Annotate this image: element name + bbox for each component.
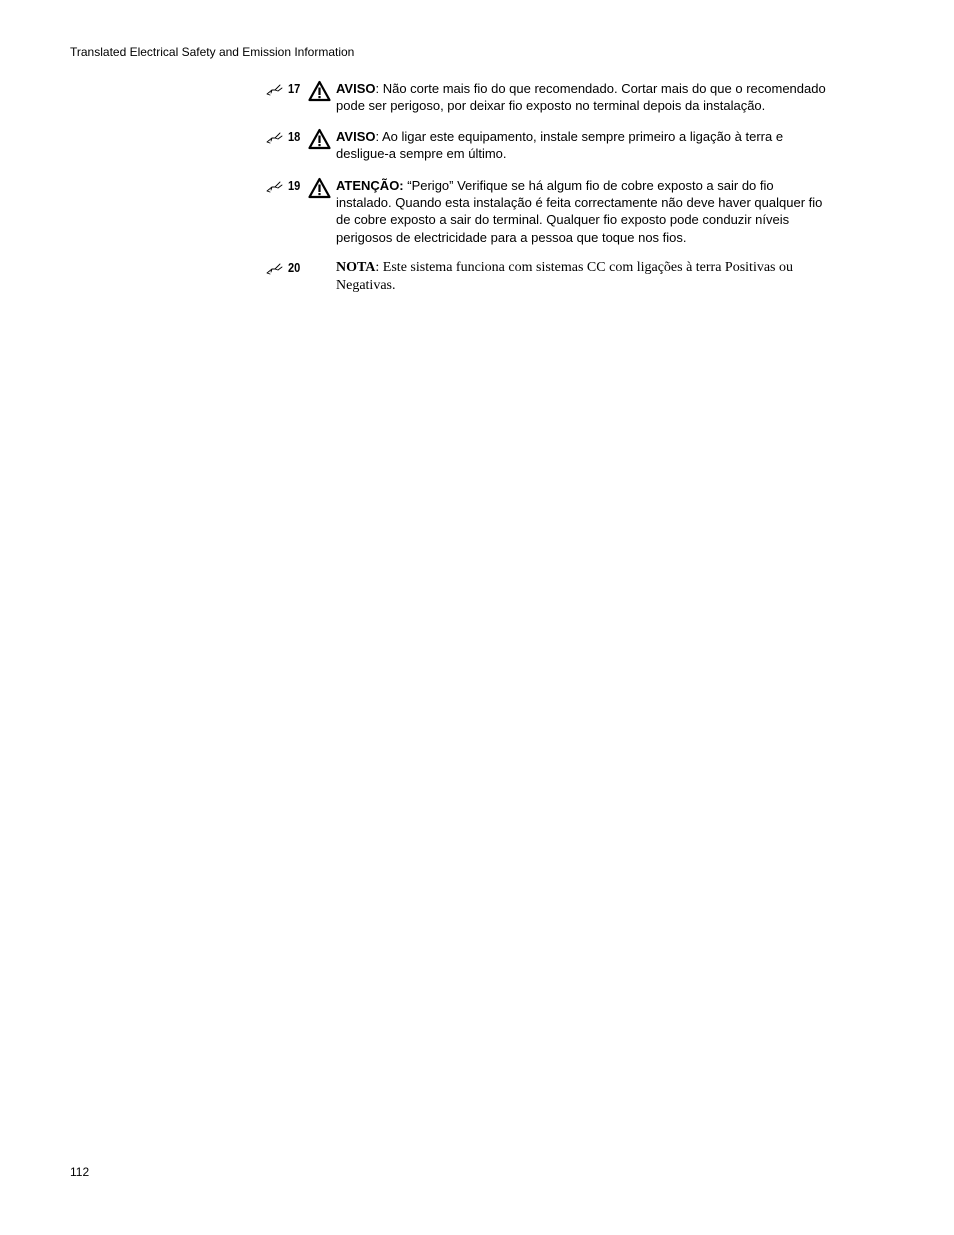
item-number: 17	[288, 81, 301, 96]
item-label: AVISO	[336, 129, 376, 144]
running-header: Translated Electrical Safety and Emission Information	[70, 45, 355, 59]
item-body: : Não corte mais fio do que recomendado. Cortar mais do que o recomendado pode ser perigoso, por deixar fio exposto no terminal depois da instalação.	[336, 81, 826, 114]
pointing-hand-icon	[266, 82, 286, 96]
item-text	[336, 80, 831, 114]
pointing-hand-icon	[266, 130, 286, 144]
pointing-hand-icon	[266, 179, 286, 193]
item-body: : Este sistema funciona com sistemas CC com ligações à terra Positivas ou Negativas.	[336, 260, 794, 293]
page-number: 112	[70, 1165, 90, 1179]
item-number: 19	[288, 178, 301, 193]
item-body: : Ao ligar este equipamento, instale sempre primeiro a ligação à terra e desligue-a sempre em último.	[336, 129, 784, 162]
item-number: 18	[288, 129, 301, 144]
pointing-hand-icon	[266, 261, 286, 275]
item-label: AVISO	[336, 81, 376, 96]
item-number: 20	[288, 260, 301, 275]
item-label: ATENÇÃO:	[336, 178, 404, 193]
warning-triangle-icon	[308, 80, 331, 102]
item-text	[336, 177, 831, 246]
item-text	[336, 259, 831, 294]
warning-triangle-icon	[308, 177, 331, 199]
item-text	[336, 128, 831, 162]
item-body: “Perigo” Verifique se há algum fio de cobre exposto a sair do fio instalado. Quando esta instalação é feita correctamente não deve haver qualquer fio de cobre exposto a sair do terminal. Qualquer fio exposto pode conduzir níveis perigosos de electricidade para a pessoa que toque nos fios.	[336, 178, 823, 245]
item-label: NOTA	[336, 260, 376, 275]
warning-triangle-icon	[308, 128, 331, 150]
